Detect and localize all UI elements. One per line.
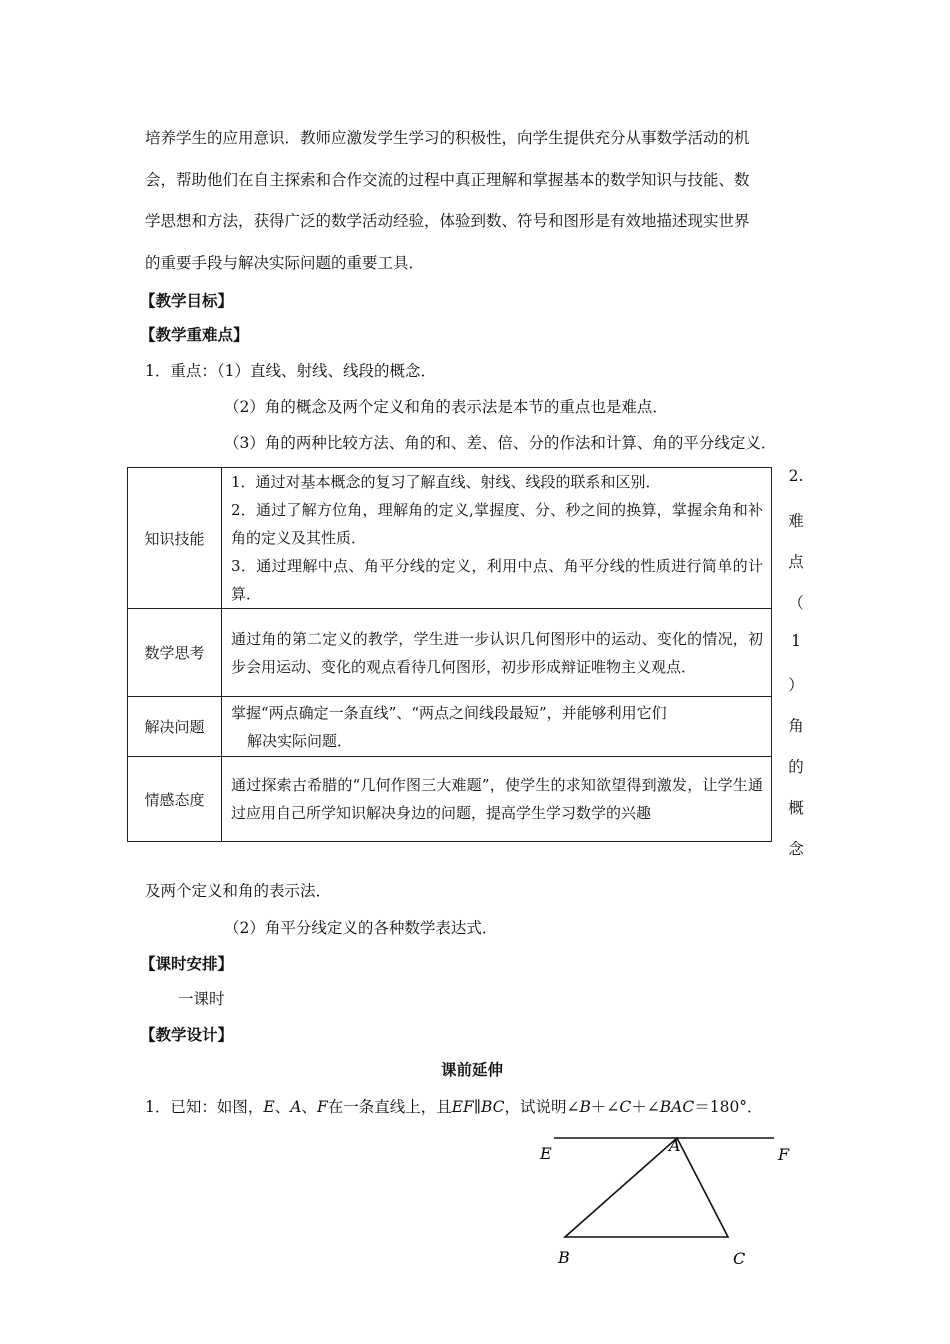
description-line: 2．通过了解方位角，理解角的定义,掌握度、分、秒之间的换算，掌握余角和补角的定义及其性质． <box>231 501 763 547</box>
point-label: F <box>316 1098 328 1116</box>
description-line: 1．通过对基本概念的复习了解直线、射线、线段的联系和区别． <box>231 473 661 491</box>
table-row <box>128 697 772 757</box>
intro-line-3: 学思想和方法，获得广泛的数学活动经验，体验到数、符号和图形是有效地描述现实世界 <box>145 212 750 230</box>
category-cell: 解决问题 <box>128 697 222 757</box>
label-f: F <box>778 1145 790 1164</box>
table-row <box>128 609 772 697</box>
difficulty-char: 2. <box>788 467 804 485</box>
problem-text: ，试说明∠ <box>504 1098 580 1116</box>
heading-design: 【教学设计】 <box>140 1026 234 1044</box>
problem-text: 在一条直线上，且 <box>327 1098 452 1116</box>
key-point-line-3: （3）角的两种比较方法、角的和、差、倍、分的作法和计算、角的平分线定义． <box>224 434 777 452</box>
problem-text: ＝180°． <box>694 1098 763 1116</box>
schedule-text: 一课时 <box>178 990 225 1008</box>
section-title: 课前延伸 <box>441 1061 504 1079</box>
key-point-line-1: 1．重点：（1）直线、射线、线段的概念． <box>145 362 436 380</box>
difficulty-char: ） <box>788 676 804 694</box>
goals-table <box>127 467 772 842</box>
heading-key-points: 【教学重难点】 <box>140 326 249 344</box>
category-cell: 知识技能 <box>128 468 222 609</box>
key-point-line-2: （2）角的概念及两个定义和角的表示法是本节的重点也是难点． <box>224 398 668 416</box>
point-label: C <box>619 1098 632 1116</box>
after-table-line-1: 及两个定义和角的表示法． <box>145 882 332 900</box>
description-line: 通过探索古希腊的“几何作图三大难题”，使学生的求知欲望得到激发，让学生通过应用自己所学知识解决身边的问题，提高学生学习数学的兴趣 <box>231 776 763 822</box>
point-label: A <box>290 1098 302 1116</box>
label-e: E <box>540 1144 552 1163</box>
label-c: C <box>733 1249 746 1268</box>
label-b: B <box>558 1248 570 1267</box>
difficulty-char: 念 <box>788 840 804 858</box>
parallel-condition: EF∥BC <box>451 1098 505 1116</box>
problem-text: 1．已知：如图， <box>145 1098 264 1116</box>
description-cell <box>222 697 772 757</box>
table-row <box>128 468 772 609</box>
description-line: 通过角的第二定义的教学，学生进一步认识几何图形中的运动、变化的情况，初步会用运动、变化的观点看待几何图形，初步形成辩证唯物主义观点． <box>231 629 763 676</box>
after-table-line-2: （2）角平分线定义的各种数学表达式． <box>224 919 498 937</box>
difficulty-char: 角 <box>788 717 804 735</box>
triangle-abc <box>565 1138 728 1237</box>
description-cell <box>222 757 772 842</box>
difficulty-char: （ <box>788 594 804 612</box>
description-cell <box>222 468 772 609</box>
intro-line-1: 培养学生的应用意识．教师应激发学生学习的积极性，向学生提供充分从事数学活动的机 <box>145 129 750 147</box>
description-line: 3．通过理解中点、角平分线的定义，利用中点、角平分线的性质进行简单的计算． <box>231 557 763 603</box>
category-cell: 情感态度 <box>128 757 222 842</box>
label-a: A <box>669 1136 681 1155</box>
problem-text: 、 <box>301 1098 317 1116</box>
heading-goals: 【教学目标】 <box>140 292 234 310</box>
triangle-figure <box>520 1125 790 1275</box>
problem-text: ＋∠ <box>590 1098 620 1116</box>
problem-text: 、 <box>274 1098 291 1116</box>
heading-schedule: 【课时安排】 <box>140 955 234 973</box>
intro-line-4: 的重要手段与解决实际问题的重要工具． <box>145 254 425 272</box>
difficulty-char: 的 <box>788 758 804 776</box>
point-label: B <box>579 1098 591 1116</box>
intro-line-2: 会，帮助他们在自主探索和合作交流的过程中真正理解和掌握基本的数学知识与技能、数 <box>145 171 750 189</box>
difficulty-char: 点 <box>788 553 804 571</box>
table-row <box>128 757 772 842</box>
difficulty-char: 概 <box>788 799 804 817</box>
angle-label: BAC <box>659 1098 695 1116</box>
description-line: 掌握“两点确定一条直线”、“两点之间线段最短”，并能够利用它们 <box>231 703 667 722</box>
difficulty-char: 1 <box>791 632 801 650</box>
point-label: E <box>263 1098 275 1116</box>
description-line: 解决实际问题． <box>247 731 353 750</box>
problem-statement <box>145 1095 763 1117</box>
description-cell <box>222 609 772 697</box>
category-cell: 数学思考 <box>128 609 222 697</box>
problem-text: ＋∠ <box>631 1098 660 1116</box>
difficulty-char: 难 <box>788 512 804 530</box>
